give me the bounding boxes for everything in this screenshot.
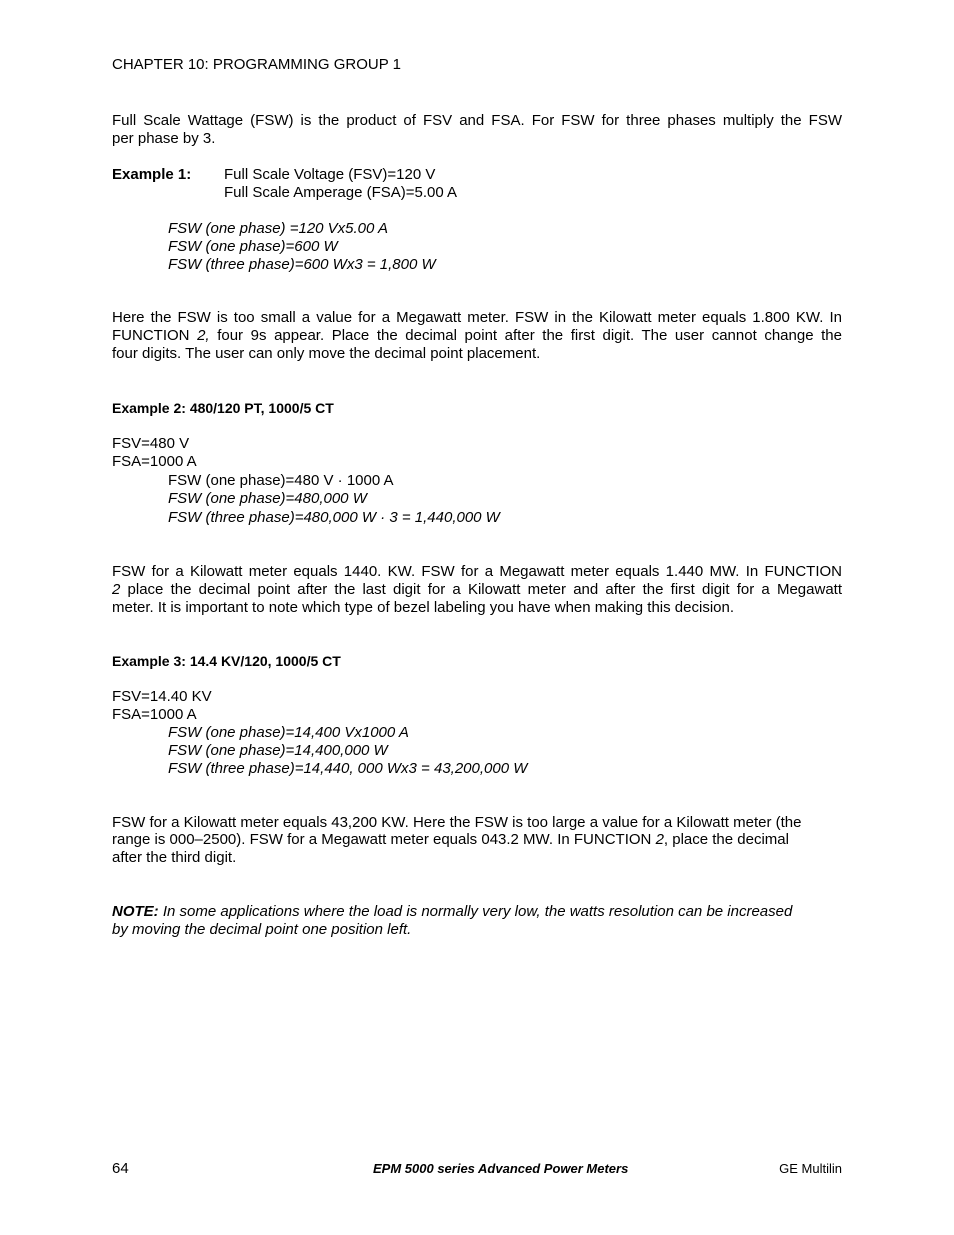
example1-label: Example 1:: [112, 166, 192, 183]
example1-fsa: Full Scale Amperage (FSA)=5.00 A: [224, 184, 458, 201]
paragraph-1-line-2: FUNCTION 2, four 9s appear. Place the decimal point after the first digit. The user cannot change the: [112, 327, 842, 344]
intro-line-1: Full Scale Wattage (FSW) is the product of FSV and FSA. For FSW for three phases multiply the FSW: [112, 112, 842, 129]
example3-calc-1: FSW (one phase)=14,400 Vx1000 A: [168, 724, 409, 741]
paragraph-1-line-3: four digits. The user can only move the decimal point placement.: [112, 345, 541, 362]
note-line-2: by moving the decimal point one position left.: [112, 921, 412, 938]
paragraph-3-line-1: FSW for a Kilowatt meter equals 43,200 KW. Here the FSW is too large a value for a Kilowatt meter (the: [112, 814, 802, 831]
page-number: 64: [112, 1160, 129, 1177]
example3-calc-3: FSW (three phase)=14,440, 000 Wx3 = 43,200,000 W: [168, 760, 528, 777]
example2-heading: Example 2: 480/120 PT, 1000/5 CT: [112, 400, 334, 416]
example1-calc-1: FSW (one phase) =120 Vx5.00 A: [168, 220, 388, 237]
paragraph-2: [112, 563, 842, 617]
paragraph-2-line-2: 2 place the decimal point after the last digit for a Kilowatt meter and after the first digit for a Megawatt: [112, 581, 842, 598]
paragraph-2-line-1: FSW for a Kilowatt meter equals 1440. KW. FSW for a Megawatt meter equals 1.440 MW. In FUNCTION: [112, 563, 842, 580]
example2-calc-3: FSW (three phase)=480,000 W · 3 = 1,440,000 W: [168, 509, 500, 526]
example2-calc-1: FSW (one phase)=480 V · 1000 A: [168, 472, 394, 489]
paragraph-2-line-3: meter. It is important to note which type of bezel labeling you have when making this decision.: [112, 599, 735, 616]
example3-fsa: FSA=1000 A: [112, 706, 197, 723]
example2-fsv: FSV=480 V: [112, 435, 190, 452]
paragraph-3-line-3: after the third digit.: [112, 849, 237, 866]
footer-title: EPM 5000 series Advanced Power Meters: [373, 1161, 629, 1176]
intro-line-2: per phase by 3.: [112, 130, 216, 147]
intro-paragraph: [112, 112, 842, 148]
note-label: NOTE:: [112, 903, 159, 920]
example3-fsv: FSV=14.40 KV: [112, 688, 212, 705]
example1-calc-2: FSW (one phase)=600 W: [168, 238, 338, 255]
example3-calc-2: FSW (one phase)=14,400,000 W: [168, 742, 388, 759]
example1-fsv: Full Scale Voltage (FSV)=120 V: [224, 166, 436, 183]
footer-company: GE Multilin: [779, 1161, 842, 1176]
example2-fsa: FSA=1000 A: [112, 453, 197, 470]
note-line-1: NOTE: In some applications where the load is normally very low, the watts resolution can be increased: [112, 903, 793, 920]
example3-heading: Example 3: 14.4 KV/120, 1000/5 CT: [112, 653, 341, 669]
paragraph-1-line-1: Here the FSW is too small a value for a Megawatt meter. FSW in the Kilowatt meter equals 1.800 KW. In: [112, 309, 842, 326]
paragraph-1: [112, 309, 842, 363]
chapter-header: CHAPTER 10: PROGRAMMING GROUP 1: [112, 56, 401, 73]
paragraph-3-line-2: range is 000–2500). FSW for a Megawatt meter equals 043.2 MW. In FUNCTION 2, place the decimal: [112, 831, 789, 848]
example1-calc-3: FSW (three phase)=600 Wx3 = 1,800 W: [168, 256, 436, 273]
example2-calc-2: FSW (one phase)=480,000 W: [168, 490, 367, 507]
